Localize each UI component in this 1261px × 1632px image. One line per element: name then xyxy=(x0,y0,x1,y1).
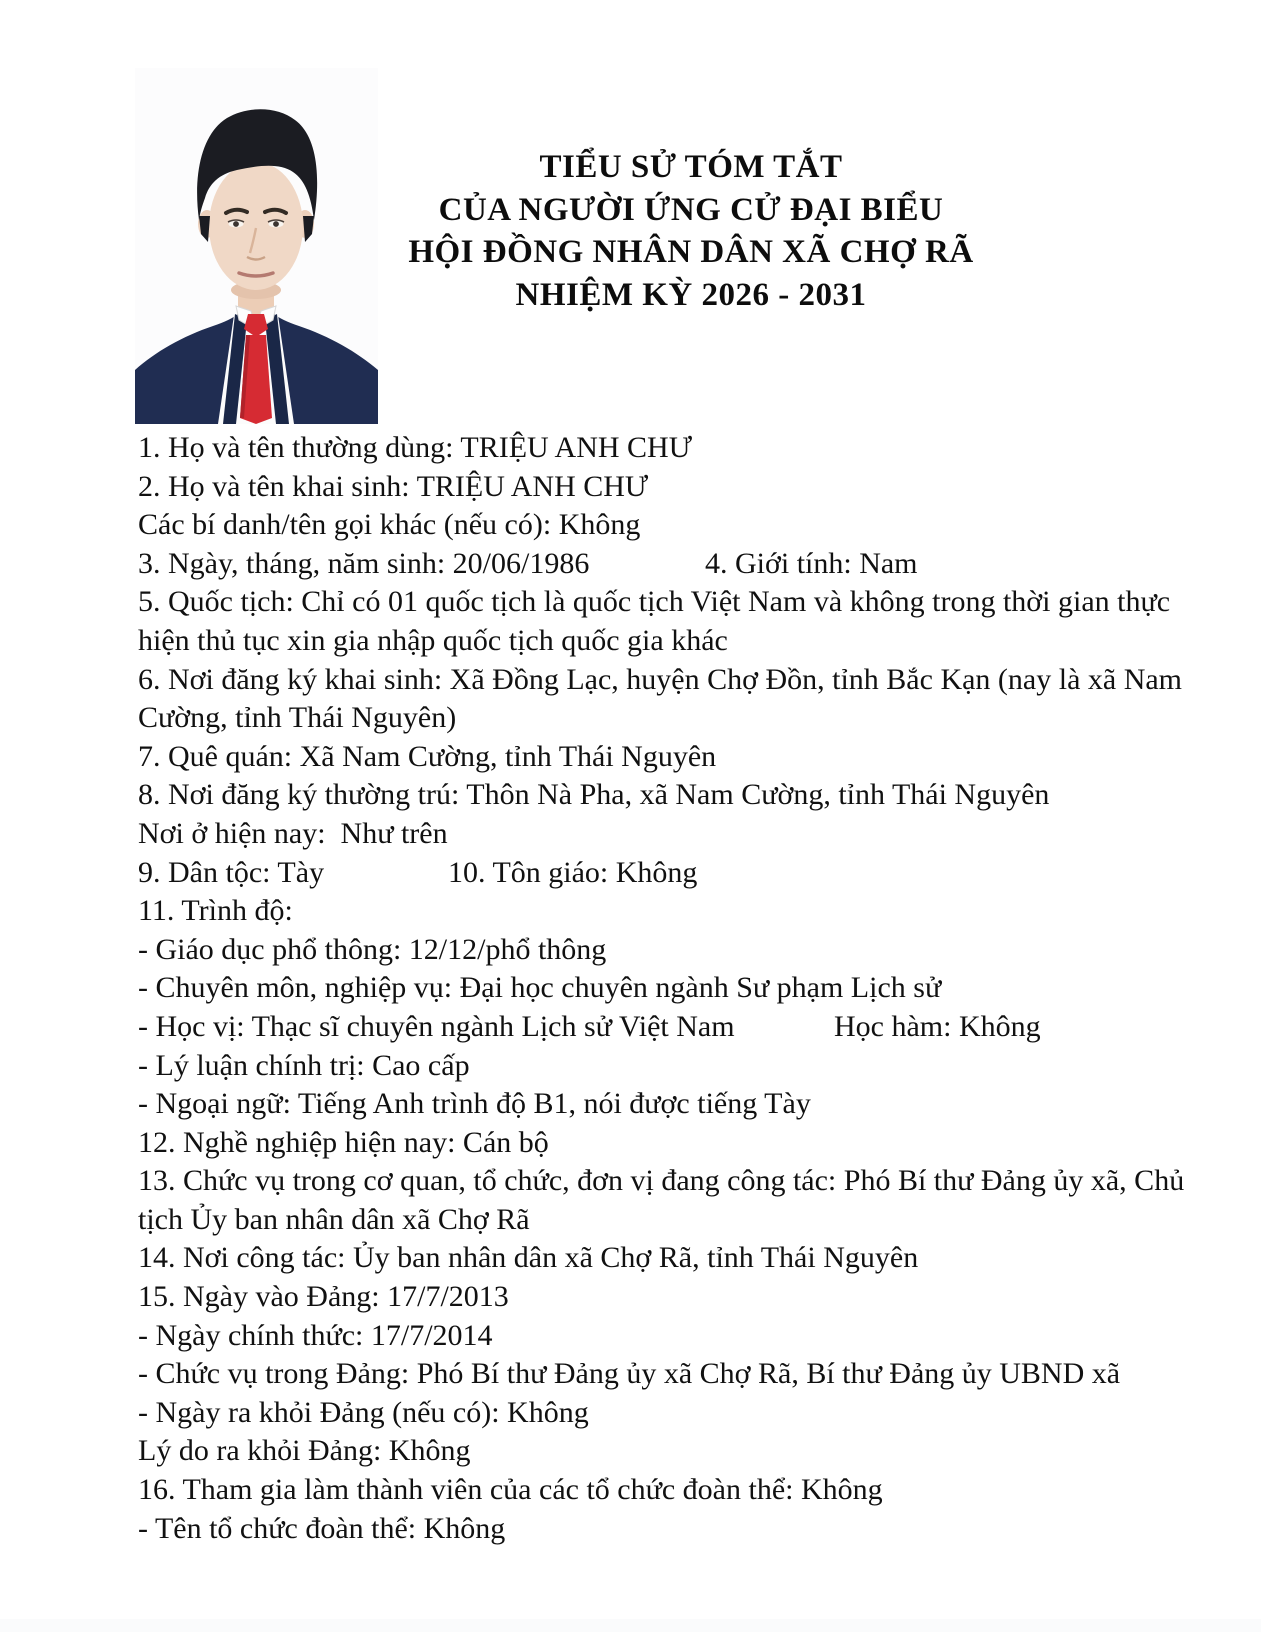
bio-line xyxy=(138,931,1198,970)
bio-text-segment: 16. Tham gia làm thành viên của các tổ chức đoàn thể: Không xyxy=(138,1473,883,1507)
bio-line xyxy=(138,622,1198,661)
title-line: NHIỆM KỲ 2026 - 2031 xyxy=(515,276,867,313)
bio-line xyxy=(138,583,1198,622)
bio-section xyxy=(138,429,1198,1548)
bio-line xyxy=(138,1239,1198,1278)
bio-text-segment: - Tên tổ chức đoàn thể: Không xyxy=(138,1511,506,1545)
bio-text-segment: 13. Chức vụ trong cơ quan, tổ chức, đơn vị đang công tác: Phó Bí thư Đảng ủy xã, Chủ xyxy=(138,1164,1185,1198)
bio-line xyxy=(138,738,1198,777)
bio-line xyxy=(138,1394,1198,1433)
bio-text-segment: 11. Trình độ: xyxy=(138,894,293,928)
bio-text-segment: - Ngoại ngữ: Tiếng Anh trình độ B1, nói được tiếng Tày xyxy=(138,1087,811,1121)
bio-text-segment: 9. Dân tộc: Tày xyxy=(138,855,325,889)
bio-text-segment: 15. Ngày vào Đảng: 17/7/2013 xyxy=(138,1280,509,1314)
bio-text-segment: - Học vị: Thạc sĩ chuyên ngành Lịch sử Việt Nam xyxy=(138,1009,735,1043)
bio-text-segment: 6. Nơi đăng ký khai sinh: Xã Đồng Lạc, huyện Chợ Đồn, tỉnh Bắc Kạn (nay là xã Nam xyxy=(138,662,1183,696)
bio-text-segment: 8. Nơi đăng ký thường trú: Thôn Nà Pha, xã Nam Cường, tỉnh Thái Nguyên xyxy=(138,778,1050,812)
bio-text-segment: - Lý luận chính trị: Cao cấp xyxy=(138,1048,470,1082)
title-block xyxy=(241,146,1141,316)
bio-line xyxy=(138,1124,1198,1163)
bio-line xyxy=(138,1432,1198,1471)
bio-text-segment: 12. Nghề nghiệp hiện nay: Cán bộ xyxy=(138,1125,549,1159)
bio-line xyxy=(138,1278,1198,1317)
bio-text-segment: 7. Quê quán: Xã Nam Cường, tỉnh Thái Nguyên xyxy=(138,739,717,773)
bio-line xyxy=(138,969,1198,1008)
bio-line xyxy=(138,1355,1198,1394)
bio-line xyxy=(138,1008,1198,1047)
bio-text-segment: Các bí danh/tên gọi khác (nếu có): Không xyxy=(138,508,641,542)
bio-text-segment: - Chuyên môn, nghiệp vụ: Đại học chuyên ngành Sư phạm Lịch sử xyxy=(138,971,942,1005)
bio-text-segment: Học hàm: Không xyxy=(834,1009,1041,1043)
bio-line xyxy=(138,699,1198,738)
bio-line xyxy=(138,854,1198,893)
bio-line xyxy=(138,892,1198,931)
bio-text-segment: Lý do ra khỏi Đảng: Không xyxy=(138,1434,471,1468)
bio-text-segment: - Chức vụ trong Đảng: Phó Bí thư Đảng ủy xã Chợ Rã, Bí thư Đảng ủy UBND xã xyxy=(138,1357,1121,1391)
bio-text-segment: Cường, tỉnh Thái Nguyên) xyxy=(138,701,457,735)
bio-line xyxy=(138,545,1198,584)
bio-text-segment: 4. Giới tính: Nam xyxy=(705,546,918,580)
bio-line xyxy=(138,468,1198,507)
bio-text-segment: 10. Tôn giáo: Không xyxy=(448,855,698,889)
bio-text-segment: hiện thủ tục xin gia nhập quốc tịch quốc gia khác xyxy=(138,623,728,657)
bio-line xyxy=(138,1471,1198,1510)
bio-text-segment: - Giáo dục phổ thông: 12/12/phổ thông xyxy=(138,932,607,966)
bio-text-segment: 5. Quốc tịch: Chỉ có 01 quốc tịch là quốc tịch Việt Nam và không trong thời gian thực xyxy=(138,585,1171,619)
bio-line xyxy=(138,1510,1198,1549)
bio-line xyxy=(138,1162,1198,1201)
bio-text-segment: - Ngày chính thức: 17/7/2014 xyxy=(138,1318,493,1352)
bio-text-segment: Nơi ở hiện nay: Như trên xyxy=(138,816,448,850)
title-line: CỦA NGƯỜI ỨNG CỬ ĐẠI BIỂU xyxy=(438,191,944,228)
bio-text-segment: 1. Họ và tên thường dùng: TRIỆU ANH CHƯ xyxy=(138,431,692,464)
bio-line xyxy=(138,1317,1198,1356)
bio-text-segment: 2. Họ và tên khai sinh: TRIỆU ANH CHƯ xyxy=(138,469,649,503)
footer-strip xyxy=(0,1619,1261,1632)
bio-text-segment: 3. Ngày, tháng, năm sinh: 20/06/1986 xyxy=(138,546,590,580)
bio-line xyxy=(138,429,1198,468)
bio-line xyxy=(138,506,1198,545)
title-line: HỘI ĐỒNG NHÂN DÂN XÃ CHỢ RÃ xyxy=(408,234,974,270)
bio-line xyxy=(138,661,1198,700)
bio-line xyxy=(138,1085,1198,1124)
bio-text-segment: 14. Nơi công tác: Ủy ban nhân dân xã Chợ Rã, tỉnh Thái Nguyên xyxy=(138,1241,919,1275)
bio-line xyxy=(138,1201,1198,1240)
title-line: TIỂU SỬ TÓM TẮT xyxy=(539,149,843,185)
bio-line xyxy=(138,776,1198,815)
bio-line xyxy=(138,815,1198,854)
bio-text-segment: tịch Ủy ban nhân dân xã Chợ Rã xyxy=(138,1202,530,1236)
bio-text-segment: - Ngày ra khỏi Đảng (nếu có): Không xyxy=(138,1395,589,1429)
bio-line xyxy=(138,1047,1198,1086)
